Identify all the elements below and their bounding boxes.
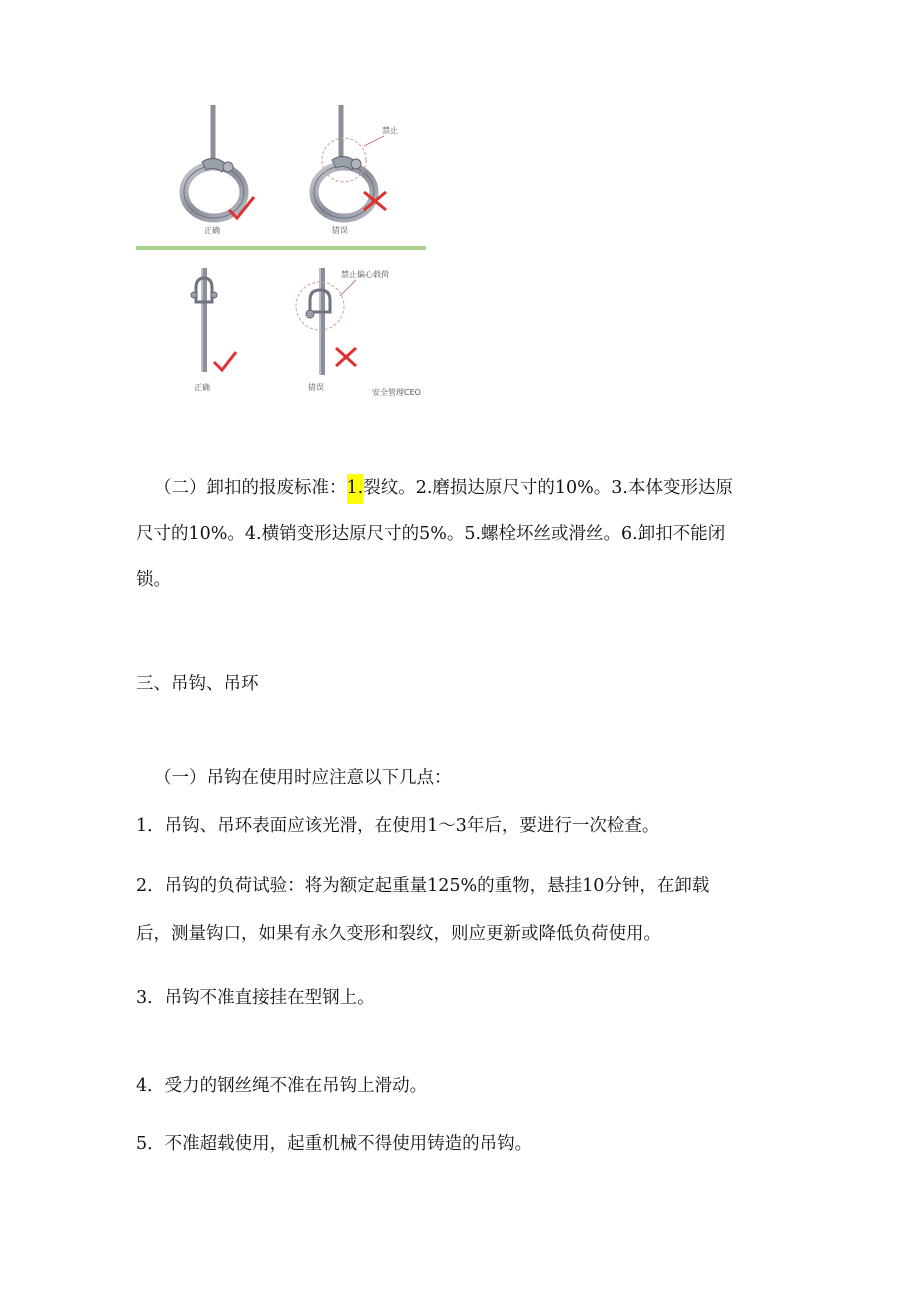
shackle-diagram: [136, 100, 426, 400]
section2-lead: （二）卸扣的报废标准：: [154, 478, 347, 498]
figure-divider: [136, 246, 426, 250]
section2-line2: 尺寸的10%。4.横销变形达原尺寸的5%。5.螺栓坏丝或滑丝。6.卸扣不能闭: [136, 524, 726, 544]
shackle-usage-figure: [136, 100, 426, 400]
list-item-4: 4．受力的钢丝绳不准在吊钩上滑动。: [136, 1076, 428, 1096]
top-right-note: 禁止: [382, 126, 398, 135]
bottom-left-label: 正确: [194, 383, 210, 392]
list-item-2-line1: 2．吊钩的负荷试验：将为额定起重量125%的重物，悬挂10分钟，在卸载: [136, 876, 710, 896]
section2-line1: [154, 468, 733, 508]
highlighted-item-number: 1.: [347, 474, 364, 504]
list-item-5: 5．不准超载使用，起重机械不得使用铸造的吊钩。: [136, 1134, 533, 1154]
list-item-1: 1．吊钩、吊环表面应该光滑，在使用1～3年后，要进行一次检查。: [136, 816, 660, 836]
bottom-right-note: 禁止偏心载荷: [341, 270, 389, 279]
bottom-right-label: 错误: [308, 383, 324, 392]
list-item-2-line2: 后，测量钩口，如果有永久变形和裂纹，则应更新或降低负荷使用。: [136, 924, 661, 944]
section2-line3: 锁。: [136, 570, 171, 590]
subheading-1: （一）吊钩在使用时应注意以下几点：: [154, 768, 452, 788]
section2-line1-rest: 裂纹。2.磨损达原尺寸的10%。3.本体变形达原: [363, 478, 733, 498]
list-item-3: 3．吊钩不准直接挂在型钢上。: [136, 988, 375, 1008]
figure-watermark: 安全管理CEO: [372, 388, 421, 397]
top-left-label: 正确: [204, 226, 220, 235]
heading-3: 三、吊钩、吊环: [136, 674, 259, 694]
top-right-label: 错误: [332, 226, 348, 235]
